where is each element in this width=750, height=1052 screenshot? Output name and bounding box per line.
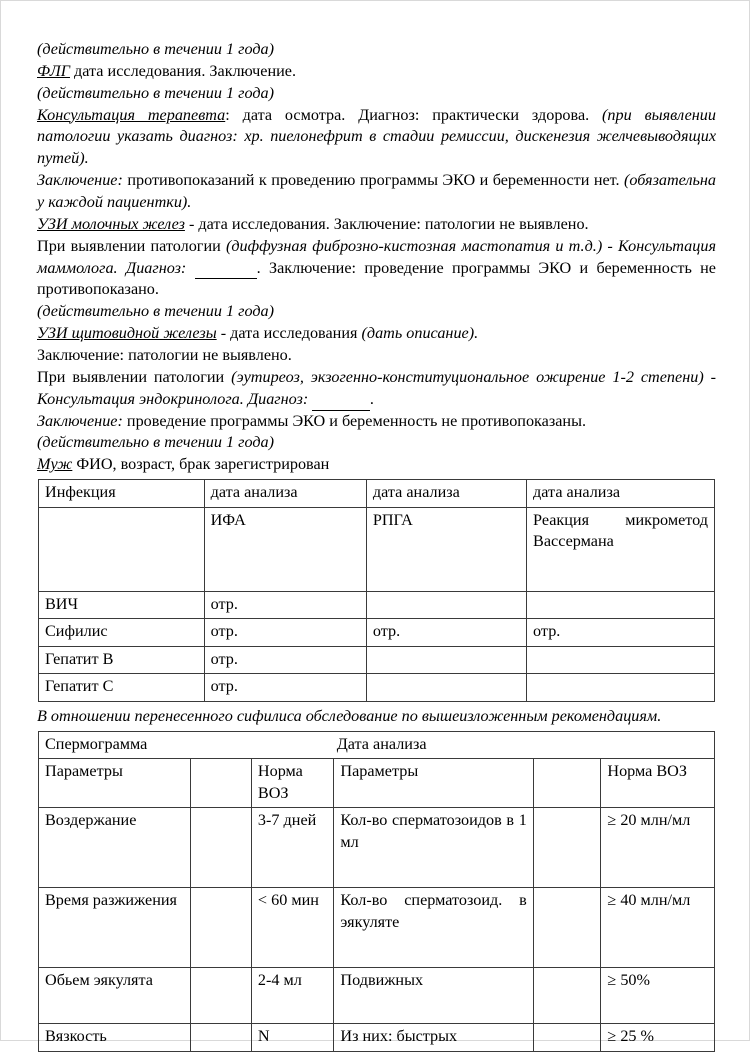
- result-hepatitis-c-ifa: отр.: [204, 674, 366, 702]
- result-hepatitis-c-wasserman: [527, 674, 715, 702]
- norm-col-header-left: Норма ВОЗ: [251, 759, 333, 808]
- method-cell-empty: [39, 507, 205, 591]
- norm-col-header-right: Норма ВОЗ: [601, 759, 715, 808]
- table-row: [39, 591, 715, 619]
- table-row-methods: [39, 507, 715, 591]
- table-row-title: [39, 731, 715, 759]
- flg-text: дата исследования. Заключение.: [69, 61, 297, 80]
- spermogram-title-cell: [39, 731, 715, 759]
- section-husband: [37, 454, 716, 476]
- norm-sperm-count-ejaculate: ≥ 40 млн/мл: [601, 888, 715, 968]
- table-row: [39, 619, 715, 647]
- value-motile: [533, 968, 601, 1024]
- infection-col-header: Инфекция: [39, 480, 205, 508]
- param-sperm-count-ejaculate: Кол-во сперматозоид. в эякуляте: [334, 888, 533, 968]
- diagnosis-blank-breast[interactable]: [195, 264, 257, 280]
- breast-ultrasound-text: - дата исследования. Заключение: патологии не выявлено.: [184, 214, 589, 233]
- norm-motile: ≥ 50%: [601, 968, 715, 1024]
- document-body: [37, 39, 716, 1052]
- pathology-thyroid-italic: (эутиреоз, экзогенно-конституциональное ожирение 1-2 степени) - Консультация эндокринолога. Диагноз:: [37, 367, 716, 408]
- result-hiv-wasserman: [527, 591, 715, 619]
- infection-table-wrapper: [37, 479, 716, 702]
- infection-name-hiv: ВИЧ: [39, 591, 205, 619]
- spermogram-table: [38, 731, 715, 1052]
- table-row: [39, 968, 715, 1024]
- method-cell-ifa: ИФА: [204, 507, 366, 591]
- section-therapist: [37, 105, 716, 171]
- conclusion-note-1: (обязательна у каждой пациентки).: [37, 171, 716, 212]
- infection-name-hepatitis-c: Гепатит С: [39, 674, 205, 702]
- table-row: [39, 808, 715, 888]
- value-col-header-right: [533, 759, 601, 808]
- note-validity-1: (действительно в течении 1 года): [37, 40, 275, 58]
- note-validity-3: (действительно в течении 1 года): [37, 302, 275, 321]
- note-validity-4: (действительно в течении 1 года): [37, 433, 275, 452]
- result-syphilis-wasserman: отр.: [527, 619, 715, 647]
- pathology-thyroid: [37, 367, 716, 411]
- value-col-header-left: [191, 759, 252, 808]
- conclusion-text-2: проведение программы ЭКО и беременность не противопоказаны.: [122, 411, 587, 430]
- date-col-header-3: дата анализа: [527, 480, 715, 508]
- result-syphilis-ifa: отр.: [204, 619, 366, 647]
- result-hepatitis-b-rpga: [366, 646, 526, 674]
- pathology-breast-tail: . Заключение: проведение программы ЭКО и беременность не противопоказано.: [37, 258, 716, 299]
- method-cell-rpga: РПГА: [366, 507, 526, 591]
- norm-liquefaction-time: < 60 мин: [251, 888, 333, 968]
- husband-text: ФИО, возраст, брак зарегистрирован: [72, 455, 330, 474]
- note-validity-2: (действительно в течении 1 года): [37, 83, 275, 102]
- value-ejaculate-volume: [191, 968, 252, 1024]
- table-row: [39, 888, 715, 968]
- result-hepatitis-b-wasserman: [527, 646, 715, 674]
- conclusion-thyroid: [37, 411, 716, 433]
- thyroid-ultrasound-text: - дата исследования: [216, 324, 362, 343]
- husband-heading: Муж: [37, 455, 73, 474]
- result-hiv-rpga: [366, 591, 526, 619]
- thyroid-conclusion: Заключение: патологии не выявлено.: [37, 346, 292, 365]
- param-motile: Подвижных: [334, 968, 533, 1024]
- result-hepatitis-c-rpga: [366, 674, 526, 702]
- table-row: [39, 1024, 715, 1052]
- pathology-breast-lead: При выявлении патологии: [37, 236, 226, 255]
- conclusion-text-1: противопоказаний к проведению программы ЭКО и беременности нет.: [122, 171, 625, 190]
- date-col-header-1: дата анализа: [204, 480, 366, 508]
- norm-ejaculate-volume: 2-4 мл: [251, 968, 333, 1024]
- param-col-header-left: Параметры: [39, 759, 191, 808]
- param-col-header-right: Параметры: [334, 759, 533, 808]
- value-liquefaction-time: [191, 888, 252, 968]
- syphilis-note: В отношении перенесенного сифилиса обследование по вышеизложенным рекомендациям.: [37, 706, 662, 725]
- param-fast-motile: Из них: быстрых: [334, 1024, 533, 1052]
- param-ejaculate-volume: Обьем эякулята: [39, 968, 191, 1024]
- infection-name-hepatitis-b: Гепатит В: [39, 646, 205, 674]
- param-abstinence: Воздержание: [39, 808, 191, 888]
- section-flg: [37, 61, 716, 83]
- param-liquefaction-time: Время разжижения: [39, 888, 191, 968]
- norm-abstinence: 3-7 дней: [251, 808, 333, 888]
- section-thyroid-ultrasound: [37, 323, 716, 345]
- breast-ultrasound-heading: УЗИ молочных желез: [37, 214, 185, 233]
- conclusion-label-1: Заключение:: [37, 171, 123, 190]
- therapist-note: (при выявлении патологии указать диагноз: хр. пиелонефрит в стадии ремиссии, дискенезия желчевыводящих путей).: [37, 105, 716, 168]
- table-row: [39, 674, 715, 702]
- pathology-thyroid-lead: При выявлении патологии: [37, 367, 232, 386]
- norm-viscosity: N: [251, 1024, 333, 1052]
- spermogram-title: Спермограмма: [45, 734, 148, 753]
- spermogram-table-wrapper: [37, 731, 716, 1052]
- conclusion-label-2: Заключение:: [37, 411, 123, 430]
- result-syphilis-rpga: отр.: [366, 619, 526, 647]
- value-viscosity: [191, 1024, 252, 1052]
- flg-heading: ФЛГ: [37, 61, 70, 80]
- value-sperm-count-per-ml: [533, 808, 601, 888]
- pathology-thyroid-tail: .: [370, 389, 375, 408]
- norm-sperm-count-per-ml: ≥ 20 млн/мл: [601, 808, 715, 888]
- param-sperm-count-per-ml: Кол-во сперматозоидов в 1 мл: [334, 808, 533, 888]
- spermogram-date-label: Дата анализа: [336, 734, 427, 753]
- infection-table: [38, 479, 715, 702]
- result-hiv-ifa: отр.: [204, 591, 366, 619]
- result-hepatitis-b-ifa: отр.: [204, 646, 366, 674]
- param-viscosity: Вязкость: [39, 1024, 191, 1052]
- therapist-text: : дата осмотра. Диагноз: практически здорова.: [225, 105, 603, 124]
- value-abstinence: [191, 808, 252, 888]
- thyroid-ultrasound-note: (дать описание).: [361, 324, 479, 343]
- section-breast-ultrasound: [37, 214, 716, 236]
- conclusion-therapist: [37, 170, 716, 214]
- value-fast-motile: [533, 1024, 601, 1052]
- table-row-header: [39, 480, 715, 508]
- norm-fast-motile: ≥ 25 %: [601, 1024, 715, 1052]
- table-row-header: [39, 759, 715, 808]
- infection-name-syphilis: Сифилис: [39, 619, 205, 647]
- diagnosis-blank-thyroid[interactable]: [312, 395, 370, 411]
- date-col-header-2: дата анализа: [366, 480, 526, 508]
- therapist-heading: Консультация терапевта: [37, 105, 226, 124]
- thyroid-ultrasound-heading: УЗИ щитовидной железы: [37, 324, 217, 343]
- method-cell-wasserman: Реакция микрометод Вассермана: [527, 507, 715, 591]
- value-sperm-count-ejaculate: [533, 888, 601, 968]
- pathology-breast: [37, 236, 716, 302]
- table-row: [39, 646, 715, 674]
- pathology-breast-italic: (диффузная фиброзно-кистозная мастопатия и т.д.) - Консультация маммолога. Диагноз:: [37, 236, 716, 277]
